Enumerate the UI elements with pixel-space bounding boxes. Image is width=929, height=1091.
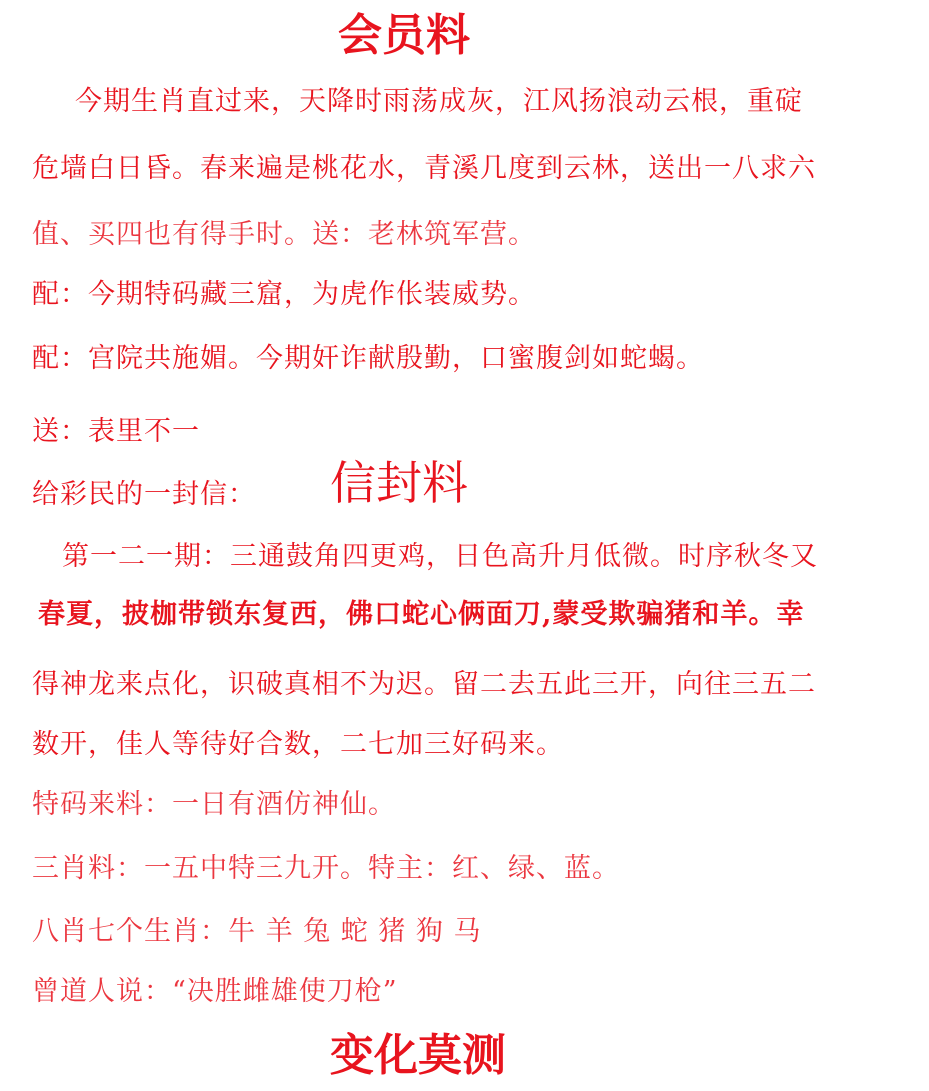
member-poem-line-1: 今期生肖直过来，天降时雨荡成灰，江风扬浪动云根，重碇: [75, 86, 803, 117]
envelope-line-2: 春夏，披枷带锁东复西，佛口蛇心俩面刀,蒙受欺骗猪和羊。幸: [38, 599, 805, 630]
member-pei-1: 配：今期特码藏三窟，为虎作伥装威势。: [32, 279, 536, 310]
envelope-line-6: 三肖料：一五中特三九开。特主：红、绿、蓝。: [32, 853, 620, 884]
title-member: 会员料: [338, 10, 470, 61]
envelope-intro: 给彩民的一封信：: [32, 479, 256, 510]
envelope-line-7: 八肖七个生肖：牛 羊 兔 蛇 猪 狗 马: [32, 916, 482, 947]
envelope-line-1: 第一二一期：三通鼓角四更鸡，日色高升月低微。时序秋冬又: [62, 541, 818, 572]
member-poem-line-2: 危墙白日昏。春来遍是桃花水，青溪几度到云林，送出一八求六: [32, 153, 816, 184]
member-pei-2: 配：宫院共施媚。今期奸诈献殷勤，口蜜腹剑如蛇蝎。: [32, 343, 704, 374]
member-song: 送：表里不一: [32, 416, 200, 447]
envelope-line-8: 曾道人说：“决胜雌雄使刀枪”: [32, 976, 398, 1007]
envelope-line-5: 特码来料：一日有酒仿神仙。: [32, 789, 396, 820]
envelope-line-4: 数开，佳人等待好合数，二七加三好码来。: [32, 729, 564, 760]
title-envelope: 信封料: [330, 456, 468, 510]
title-unpredictable: 变化莫测: [330, 1030, 506, 1081]
member-poem-line-3: 值、买四也有得手时。送：老林筑军营。: [32, 219, 536, 250]
envelope-line-3: 得神龙来点化，识破真相不为迟。留二去五此三开，向往三五二: [32, 669, 816, 700]
